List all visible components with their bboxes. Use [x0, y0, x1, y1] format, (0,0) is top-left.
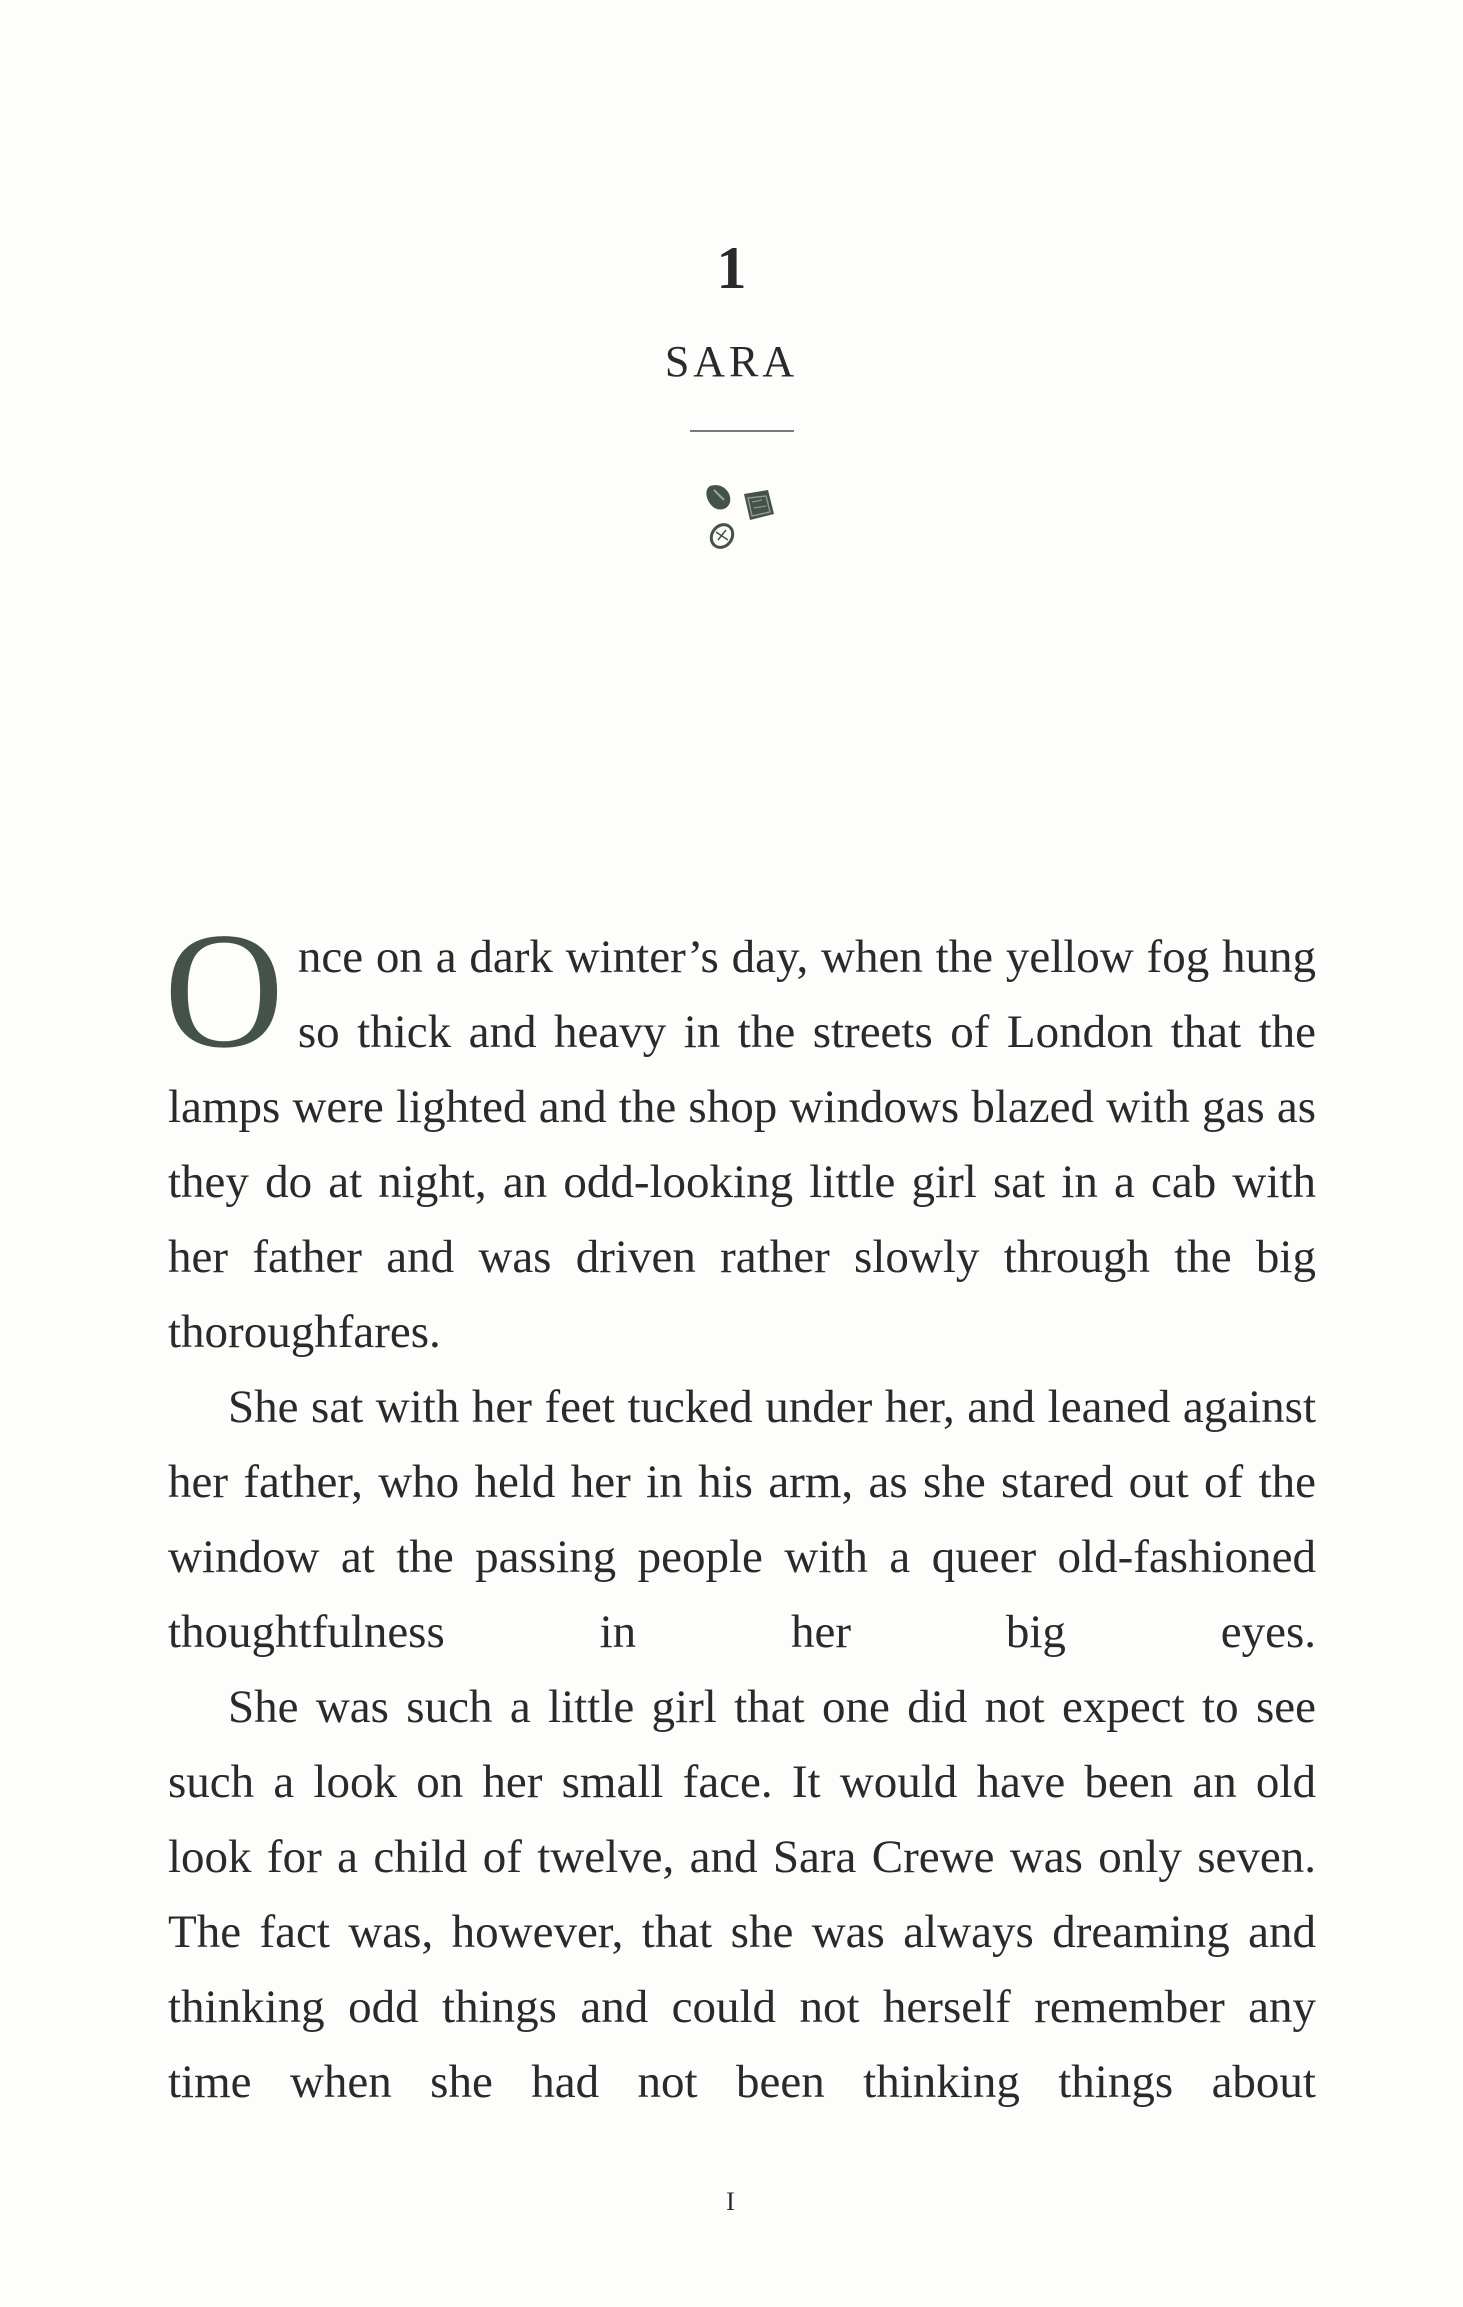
drop-cap: O: [164, 898, 284, 1082]
gemstones-icon: [700, 478, 790, 568]
body-text: [164, 898, 1316, 2120]
title-divider: [690, 430, 794, 432]
page-number: I: [726, 2187, 737, 2216]
paragraph-3: She was such a little girl that one did not expect to see such a look on her small face. It would have been an old look for a child of twelve, and Sara Crewe was only seven. The fact was, however, that she was always dreaming and thinking odd things and could not herself remember any time when she had not been thinking things about: [168, 1681, 1316, 2108]
paragraph-1: [164, 898, 1316, 1370]
chapter-number: 1: [716, 235, 747, 301]
paragraph-2: She sat with her feet tucked under her, and leaned against her father, who held her in his arm, as she stared out of the window at the passing people with a queer old-fashioned thoughtfulness in her big eyes.: [168, 1381, 1316, 1658]
chapter-title: SARA: [664, 337, 799, 386]
paragraph-1-text: nce on a dark winter’s day, when the yellow fog hung so thick and heavy in the streets of London that the lamps were lighted and the shop windows blazed with gas as they do at night, an odd-looking little girl sat in a cab with her father and was driven rather slowly through the big thoroughfares.: [168, 931, 1316, 1358]
